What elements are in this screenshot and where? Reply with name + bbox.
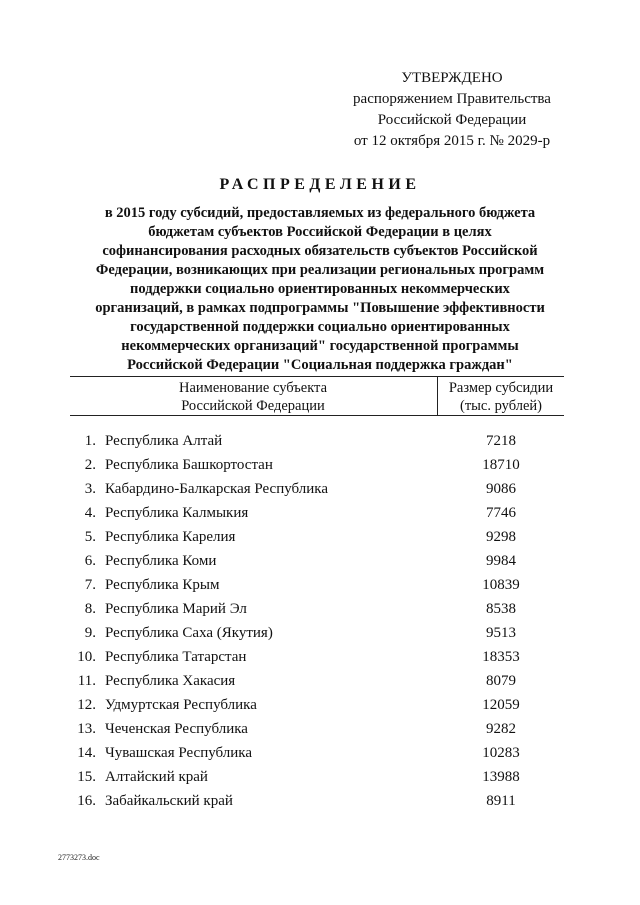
approval-heading: УТВЕРЖДЕНО <box>401 70 503 86</box>
row-number: 13. <box>77 721 96 737</box>
table-row <box>70 741 564 765</box>
table-row <box>70 621 564 645</box>
row-number: 6. <box>84 553 96 569</box>
subsidy-amount: 18710 <box>482 457 520 473</box>
document-subtitle <box>60 204 580 375</box>
table-row <box>70 693 564 717</box>
subsidy-amount: 10283 <box>482 745 520 761</box>
subsidy-amount: 13988 <box>482 769 520 785</box>
region-name: Алтайский край <box>105 769 208 785</box>
row-number: 7. <box>84 577 96 593</box>
approval-date-number: от 12 октября 2015 г. № 2029-р <box>353 133 551 149</box>
subtitle-line: Российской Федерации "Социальная поддержка граждан" <box>127 357 513 373</box>
subtitle-line: поддержки социально ориентированных некоммерческих <box>130 281 510 297</box>
table-row <box>70 477 564 501</box>
approval-stamp <box>322 68 582 152</box>
table-row <box>70 669 564 693</box>
subsidy-amount: 8911 <box>486 793 516 809</box>
column-header-region-line: Российской Федерации <box>181 398 325 414</box>
subsidy-amount: 8079 <box>486 673 516 689</box>
row-number: 9. <box>84 625 96 641</box>
subtitle-line: государственной поддержки социально ориентированных <box>130 319 510 335</box>
table-row <box>70 597 564 621</box>
table-row <box>70 573 564 597</box>
row-number: 4. <box>84 505 96 521</box>
subsidy-amount: 8538 <box>486 601 516 617</box>
subsidy-amount: 9513 <box>486 625 516 641</box>
row-number: 16. <box>77 793 96 809</box>
subtitle-line: софинансирования расходных обязательств субъектов Российской <box>102 243 538 259</box>
region-name: Республика Марий Эл <box>105 601 247 617</box>
table-body <box>70 429 564 813</box>
region-name: Республика Татарстан <box>105 649 247 665</box>
table-row <box>70 765 564 789</box>
subsidy-amount: 9984 <box>486 553 516 569</box>
region-name: Республика Калмыкия <box>105 505 249 521</box>
region-name: Республика Крым <box>105 577 220 593</box>
table-row <box>70 717 564 741</box>
subsidy-amount: 9282 <box>486 721 516 737</box>
region-name: Республика Саха (Якутия) <box>105 625 273 641</box>
column-header-region <box>70 379 436 415</box>
subsidy-amount: 10839 <box>482 577 520 593</box>
region-name: Республика Хакасия <box>105 673 236 689</box>
region-name: Забайкальский край <box>105 793 233 809</box>
subtitle-line: организаций, в рамках подпрограммы "Повышение эффективности <box>95 300 545 316</box>
row-number: 10. <box>77 649 96 665</box>
row-number: 11. <box>77 673 96 689</box>
table-row <box>70 501 564 525</box>
row-number: 8. <box>84 601 96 617</box>
subsidy-amount: 7746 <box>486 505 516 521</box>
region-name: Республика Карелия <box>105 529 236 545</box>
column-header-region-line: Наименование субъекта <box>178 380 328 396</box>
subtitle-line: некоммерческих организаций" государственной программы <box>121 338 519 354</box>
table-row <box>70 789 564 813</box>
region-name: Чувашская Республика <box>105 745 253 761</box>
subsidy-amount: 9298 <box>486 529 516 545</box>
row-number: 12. <box>77 697 96 713</box>
document-title: РАСПРЕДЕЛЕНИЕ <box>219 176 421 193</box>
file-name-footer: 2773273.doc <box>58 853 100 862</box>
table-row <box>70 429 564 453</box>
column-header-subsidy-line: Размер субсидии <box>448 380 554 396</box>
region-name: Республика Алтай <box>105 433 223 449</box>
row-number: 3. <box>84 481 96 497</box>
row-number: 14. <box>77 745 96 761</box>
table-row <box>70 525 564 549</box>
row-number: 5. <box>84 529 96 545</box>
region-name: Республика Коми <box>105 553 217 569</box>
table-row <box>70 549 564 573</box>
row-number: 1. <box>84 433 96 449</box>
column-header-subsidy-line: (тыс. рублей) <box>460 398 542 414</box>
subsidy-amount: 7218 <box>486 433 516 449</box>
table-row <box>70 453 564 477</box>
region-name: Чеченская Республика <box>105 721 248 737</box>
row-number: 2. <box>84 457 96 473</box>
table-row <box>70 645 564 669</box>
approval-line: Российской Федерации <box>377 112 527 128</box>
subsidy-amount: 18353 <box>482 649 520 665</box>
subtitle-line: бюджетам субъектов Российской Федерации в целях <box>148 224 492 240</box>
region-name: Удмуртская Республика <box>105 697 257 713</box>
row-number: 15. <box>77 769 96 785</box>
subsidy-amount: 9086 <box>486 481 516 497</box>
region-name: Кабардино-Балкарская Республика <box>105 481 329 497</box>
subsidy-amount: 12059 <box>482 697 520 713</box>
column-header-subsidy <box>438 379 564 415</box>
region-name: Республика Башкортостан <box>105 457 273 473</box>
table-header <box>70 376 564 416</box>
approval-line: распоряжением Правительства <box>353 91 551 107</box>
subtitle-line: Федерации, возникающих при реализации региональных программ <box>95 262 545 278</box>
subtitle-line: в 2015 году субсидий, предоставляемых из федерального бюджета <box>104 205 536 221</box>
